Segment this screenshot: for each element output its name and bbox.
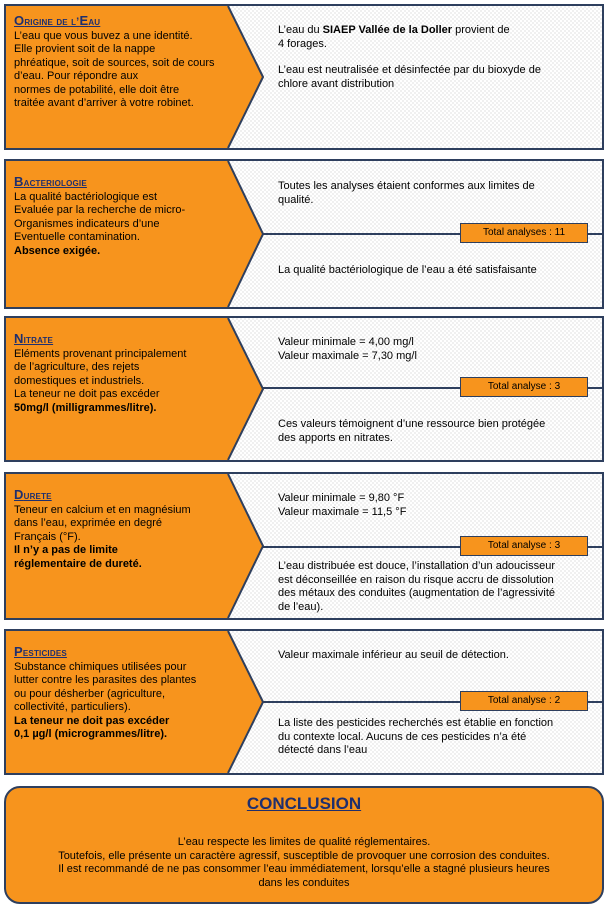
text-line: des apports en nitrates. — [278, 431, 393, 444]
text-line: L’eau est neutralisée et désinfectée par du bioxyde de — [278, 64, 541, 76]
conclusion-box — [4, 786, 604, 904]
total-analyses-badge: Total analyse : 2 — [460, 691, 588, 711]
section-pesticides-right-bottom — [278, 717, 578, 758]
text-line: lutter contre les parasites des plantes — [14, 674, 197, 686]
section-pesticides-right-top — [278, 649, 578, 663]
text-line: de l’eau). — [278, 600, 324, 613]
section-bacteriologie-right-bottom — [278, 264, 578, 278]
text-line: collectivité, particuliers). — [14, 701, 131, 713]
text-line: Toutefois, elle présente un caractère agressif, susceptible de provoquer une corrosion des conduites. — [58, 849, 550, 862]
text-line: dans l’eau, exprimée en degré — [14, 517, 162, 529]
text-line-bold: Absence exigée. — [14, 244, 101, 257]
text-line: L’eau respecte les limites de qualité réglementaires. — [177, 836, 431, 848]
text-line: phréatique, soit de sources, soit de cours — [14, 56, 215, 69]
text-line-bold: Il n’y a pas de limite — [14, 544, 118, 556]
text-line: Valeur maximale = 11,5 °F — [278, 505, 407, 518]
text-line-bold: La teneur ne doit pas excéder — [14, 714, 170, 727]
text-line-bold: 0,1 µg/l (microgrammes/litre). — [14, 728, 168, 740]
text-line: La qualité bactériologique est — [14, 190, 158, 203]
text-line: Evaluée par la recherche de micro- — [14, 204, 186, 216]
section-bacteriologie-left — [14, 175, 224, 258]
text-line: d’eau. Pour répondre aux — [14, 70, 139, 82]
text-line: Eléments provenant principalement — [14, 347, 187, 360]
text-line: domestiques et industriels. — [14, 374, 145, 387]
text-line: Valeur minimale = 9,80 °F — [278, 492, 405, 504]
text-line: traitée avant d’arriver à votre robinet. — [14, 97, 194, 109]
text-line-bold: réglementaire de dureté. — [14, 557, 142, 570]
section-durete — [4, 472, 604, 620]
text-line: Elle provient soit de la nappe — [14, 43, 156, 55]
text-line: 4 forages. — [278, 37, 327, 50]
text-line: chlore avant distribution — [278, 77, 395, 90]
text-line: du contexte local. Aucuns de ces pesticides n’a été — [278, 730, 527, 743]
text-line: Eventuelle contamination. — [14, 231, 140, 243]
section-pesticides-left — [14, 645, 224, 742]
text-line: dans les conduites — [258, 876, 350, 889]
section-pesticides — [4, 629, 604, 775]
section-nitrate-left — [14, 332, 224, 415]
section-durete-right-top — [278, 492, 578, 519]
text-line: L’eau distribuée est douce, l’installation d’un adoucisseur — [278, 560, 556, 572]
text-line: des métaux des conduites (augmentation de l’agressivité — [278, 587, 555, 599]
text-line: Ces valeurs témoignent d’une ressource bien protégée — [278, 418, 546, 430]
section-title: Origine de l’Eau — [14, 13, 101, 28]
text-line: est déconseillée en raison du risque accru de dissolution — [278, 573, 554, 586]
conclusion-body — [6, 836, 602, 890]
text-line: Valeur minimale = 4,00 mg/l — [278, 336, 414, 348]
section-origine — [4, 4, 604, 150]
total-analyses-badge: Total analyses : 11 — [460, 223, 588, 243]
section-title: Durete — [14, 487, 52, 502]
text-line: Il est recommandé de ne pas consommer l’eau immédiatement, lorsqu’elle a stagné plusieurs heures — [58, 863, 550, 875]
text-line-bold: 50mg/l (milligrammes/litre). — [14, 401, 157, 414]
text-line: normes de potabilité, elle doit être — [14, 83, 180, 96]
section-nitrate — [4, 316, 604, 462]
section-title: Pesticides — [14, 644, 67, 659]
section-nitrate-right-top — [278, 336, 578, 363]
text-line: détecté dans l’eau — [278, 744, 368, 756]
text-line: Français (°F). — [14, 530, 81, 543]
section-bacteriologie-right-top — [278, 180, 578, 207]
section-nitrate-right-bottom — [278, 418, 578, 445]
text-line: ou pour désherber (agriculture, — [14, 687, 166, 700]
text-line: La teneur ne doit pas excéder — [14, 388, 160, 400]
text-line: qualité. — [278, 193, 314, 206]
conclusion-title: CONCLUSION — [246, 794, 362, 813]
text-line: Valeur maximale = 7,30 mg/l — [278, 349, 417, 362]
section-origine-left — [14, 14, 224, 111]
total-analyses-badge: Total analyse : 3 — [460, 536, 588, 556]
section-bacteriologie — [4, 159, 604, 309]
section-title: Bacteriologie — [14, 174, 87, 189]
section-title: Nitrate — [14, 331, 54, 346]
text-line: de l’agriculture, des rejets — [14, 361, 140, 373]
text-line: La qualité bactériologique de l’eau a été satisfaisante — [278, 264, 537, 276]
total-analyses-badge: Total analyse : 3 — [460, 377, 588, 397]
text-line: Teneur en calcium et en magnésium — [14, 503, 191, 516]
section-durete-right-bottom — [278, 560, 578, 614]
text-line: L’eau du SIAEP Vallée de la Doller provient de — [278, 24, 510, 36]
text-line: La liste des pesticides recherchés est établie en fonction — [278, 717, 554, 729]
section-origine-right — [278, 24, 578, 91]
text-line: L’eau que vous buvez a une identité. — [14, 29, 193, 42]
text-line: Toutes les analyses étaient conformes aux limites de — [278, 180, 535, 192]
text-line: Valeur maximale inférieur au seuil de détection. — [278, 649, 509, 661]
text-line: Organismes indicateurs d’une — [14, 217, 160, 230]
section-durete-left — [14, 488, 224, 571]
text-line: Substance chimiques utilisées pour — [14, 660, 187, 673]
